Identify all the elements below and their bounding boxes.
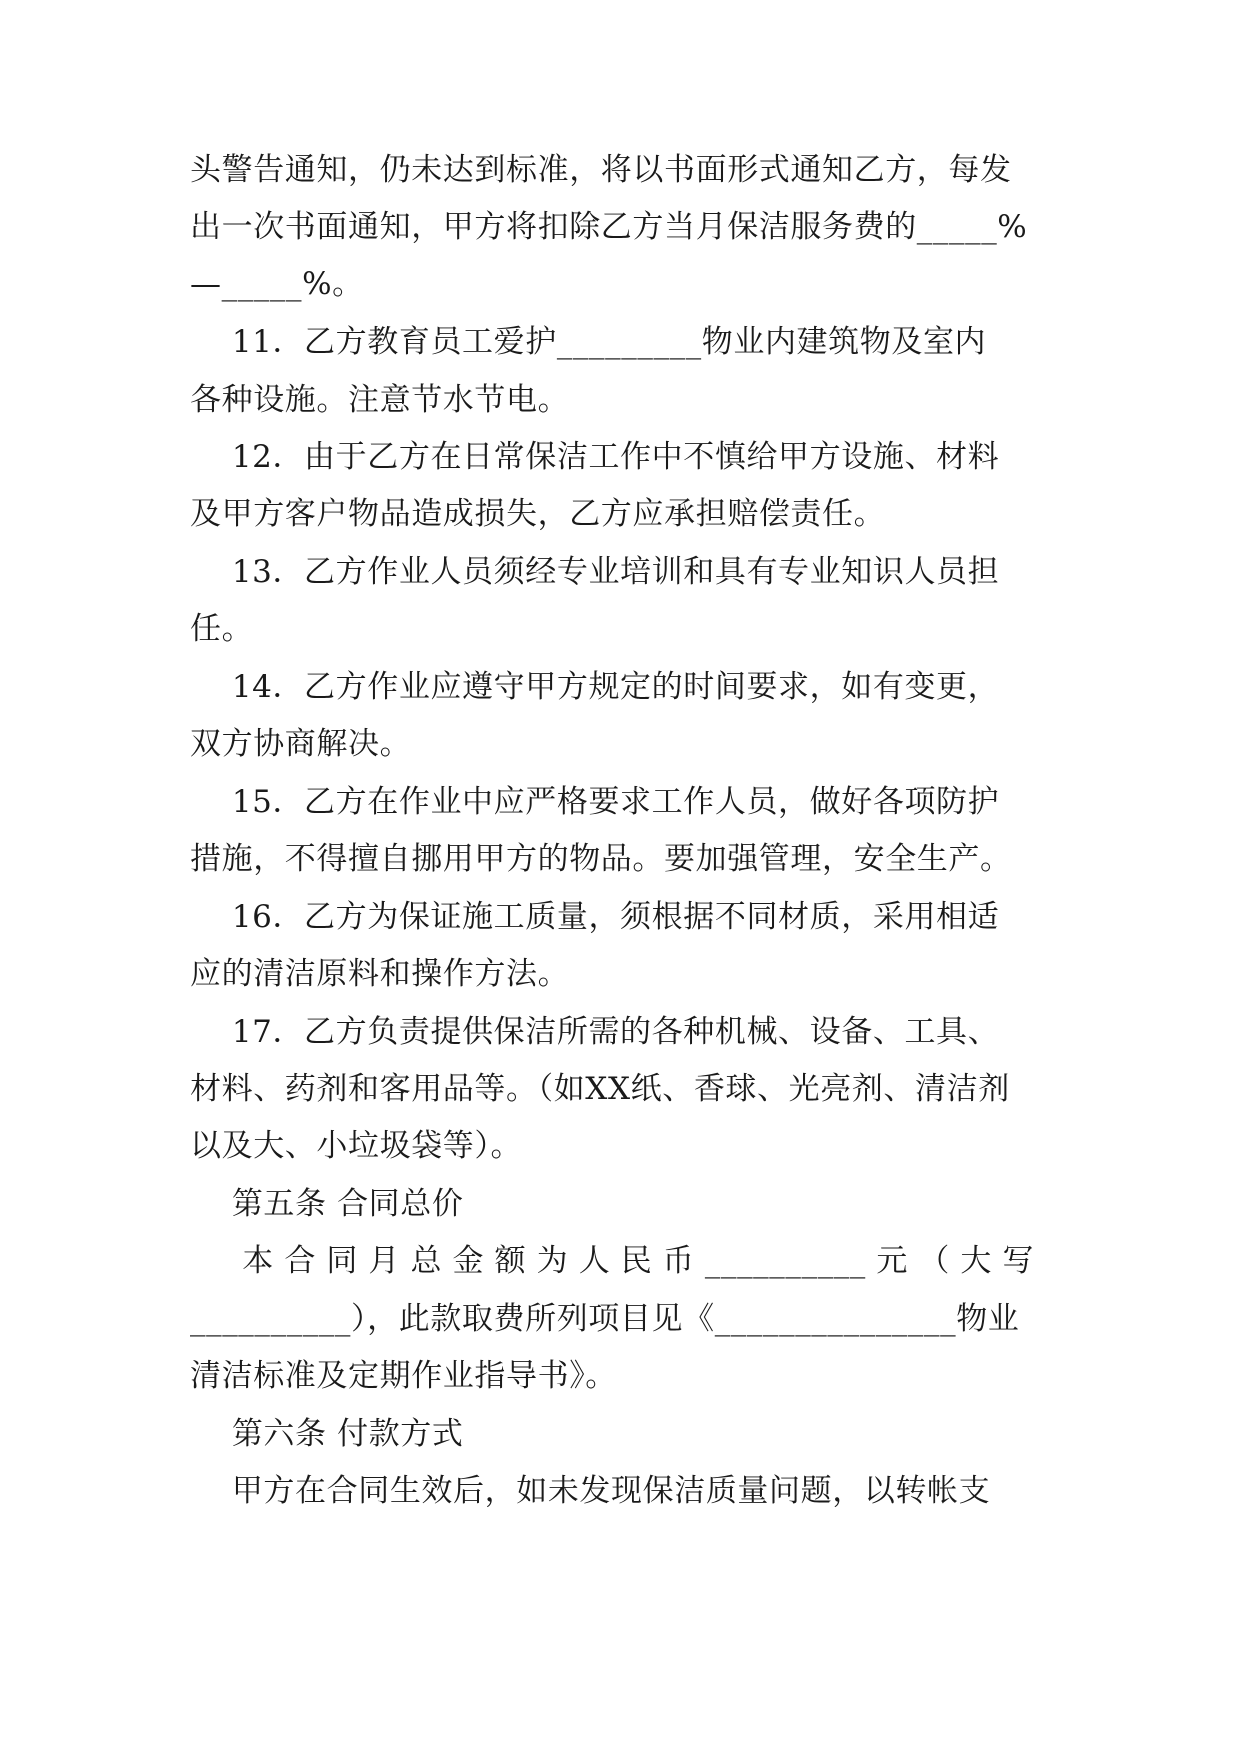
section-5-line-2: __________），此款取费所列项目见《_______________物业: [190, 1301, 1020, 1337]
clause-11-line-1: 11．乙方教育员工爱护_________物业内建筑物及室内: [190, 324, 987, 360]
section-6-heading: 第六条 付款方式: [190, 1416, 464, 1452]
clause-13-line-2: 任。: [190, 611, 254, 647]
clause-14-line-2: 双方协商解决。: [190, 726, 412, 762]
section-5-line-3: 清洁标准及定期作业指导书》。: [190, 1358, 617, 1394]
clause-13-line-1: 13．乙方作业人员须经专业培训和具有专业知识人员担: [190, 554, 1000, 590]
text-line-3: —_____%。: [190, 266, 364, 302]
clause-17-line-2: 材料、药剂和客用品等。（如XX纸、香球、光亮剂、清洁剂: [190, 1071, 1010, 1107]
text-line-1: 头警告通知，仍未达到标准，将以书面形式通知乙方，每发: [190, 152, 1012, 188]
section-6-line-1: 甲方在合同生效后，如未发现保洁质量问题，以转帐支: [190, 1473, 991, 1509]
clause-16-line-1: 16．乙方为保证施工质量，须根据不同材质，采用相适: [190, 899, 1000, 935]
clause-12-line-1: 12．由于乙方在日常保洁工作中不慎给甲方设施、材料: [190, 439, 1000, 475]
clause-14-line-1: 14．乙方作业应遵守甲方规定的时间要求，如有变更，: [190, 669, 1000, 705]
section-5-heading: 第五条 合同总价: [190, 1186, 464, 1222]
clause-17-line-1: 17．乙方负责提供保洁所需的各种机械、设备、工具、: [190, 1014, 1000, 1050]
clause-16-line-2: 应的清洁原料和操作方法。: [190, 956, 570, 992]
clause-15-line-2: 措施，不得擅自挪用甲方的物品。要加强管理，安全生产。: [190, 841, 1012, 877]
clause-15-line-1: 15．乙方在作业中应严格要求工作人员，做好各项防护: [190, 784, 1000, 820]
text-line-2: 出一次书面通知，甲方将扣除乙方当月保洁服务费的_____%: [190, 209, 1028, 245]
clause-11-line-2: 各种设施。注意节水节电。: [190, 382, 570, 418]
section-5-line-1: 本 合 同 月 总 金 额 为 人 民 币 __________ 元 （ 大 写: [190, 1243, 1035, 1279]
clause-12-line-2: 及甲方客户物品造成损失，乙方应承担赔偿责任。: [190, 496, 886, 532]
clause-17-line-3: 以及大、小垃圾袋等）。: [190, 1128, 523, 1164]
